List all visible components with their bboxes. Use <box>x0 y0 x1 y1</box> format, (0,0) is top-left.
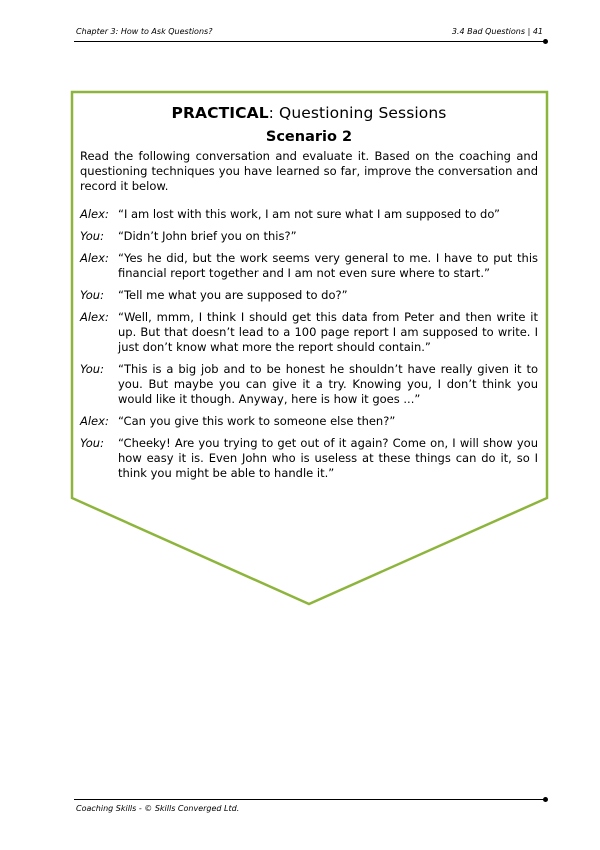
speech-text: “Cheeky! Are you trying to get out of it again? Come on, I will show you how easy it is. Even John who is useless at these things can do it, so I think you might be able to handle it.” <box>118 436 538 480</box>
dialogue-line <box>80 436 538 481</box>
dialogue-line <box>80 414 538 429</box>
speech-text: “Yes he did, but the work seems very general to me. I have to put this financial report together and I am not even sure where to start.” <box>118 251 538 280</box>
speaker-label: You: <box>80 229 104 243</box>
header-section: 3.4 Bad Questions | 41 <box>451 27 543 36</box>
dialogue-line <box>80 288 538 303</box>
speaker-label: Alex: <box>80 207 109 221</box>
speech-text: “Can you give this work to someone else then?” <box>118 414 396 428</box>
dialogue-line <box>80 229 538 244</box>
dialogue-line <box>80 362 538 407</box>
practical-title <box>80 104 538 122</box>
footer-rule-dot <box>543 797 548 802</box>
title-bold: PRACTICAL <box>171 104 269 122</box>
speech-text: “Tell me what you are supposed to do?” <box>118 288 348 302</box>
speaker-label: You: <box>80 288 104 302</box>
header-chapter: Chapter 3: How to Ask Questions? <box>76 27 213 36</box>
speech-text: “This is a big job and to be honest he shouldn’t have really given it to you. But maybe you can give it a try. Knowing you, I don’t think you would like it though. Anyway, here is how it goes ...” <box>118 362 538 406</box>
dialogue <box>80 207 538 481</box>
footer-copyright: Coaching Skills - © Skills Converged Ltd. <box>76 804 240 813</box>
dialogue-line <box>80 310 538 355</box>
speech-text: “I am lost with this work, I am not sure what I am supposed to do” <box>118 207 500 221</box>
speech-text: “Didn’t John brief you on this?” <box>118 229 297 243</box>
speaker-label: You: <box>80 436 104 450</box>
speaker-label: Alex: <box>80 310 109 324</box>
speaker-label: Alex: <box>80 251 109 265</box>
speaker-label: Alex: <box>80 414 109 428</box>
practical-content <box>80 104 538 488</box>
scenario-title: Scenario 2 <box>265 129 353 145</box>
dialogue-line <box>80 207 538 222</box>
speech-text: “Well, mmm, I think I should get this data from Peter and then write it up. But that doesn’t lead to a 100 page report I am supposed to write. I just don’t know what more the report should contain.” <box>118 310 538 354</box>
title-rest: : Questioning Sessions <box>268 104 447 122</box>
dialogue-line <box>80 251 538 281</box>
footer-rule <box>74 799 546 800</box>
intro-paragraph: Read the following conversation and evaluate it. Based on the coaching and questioning techniques you have learned so far, improve the conversation and record it below. <box>80 149 538 193</box>
speaker-label: You: <box>80 362 104 376</box>
